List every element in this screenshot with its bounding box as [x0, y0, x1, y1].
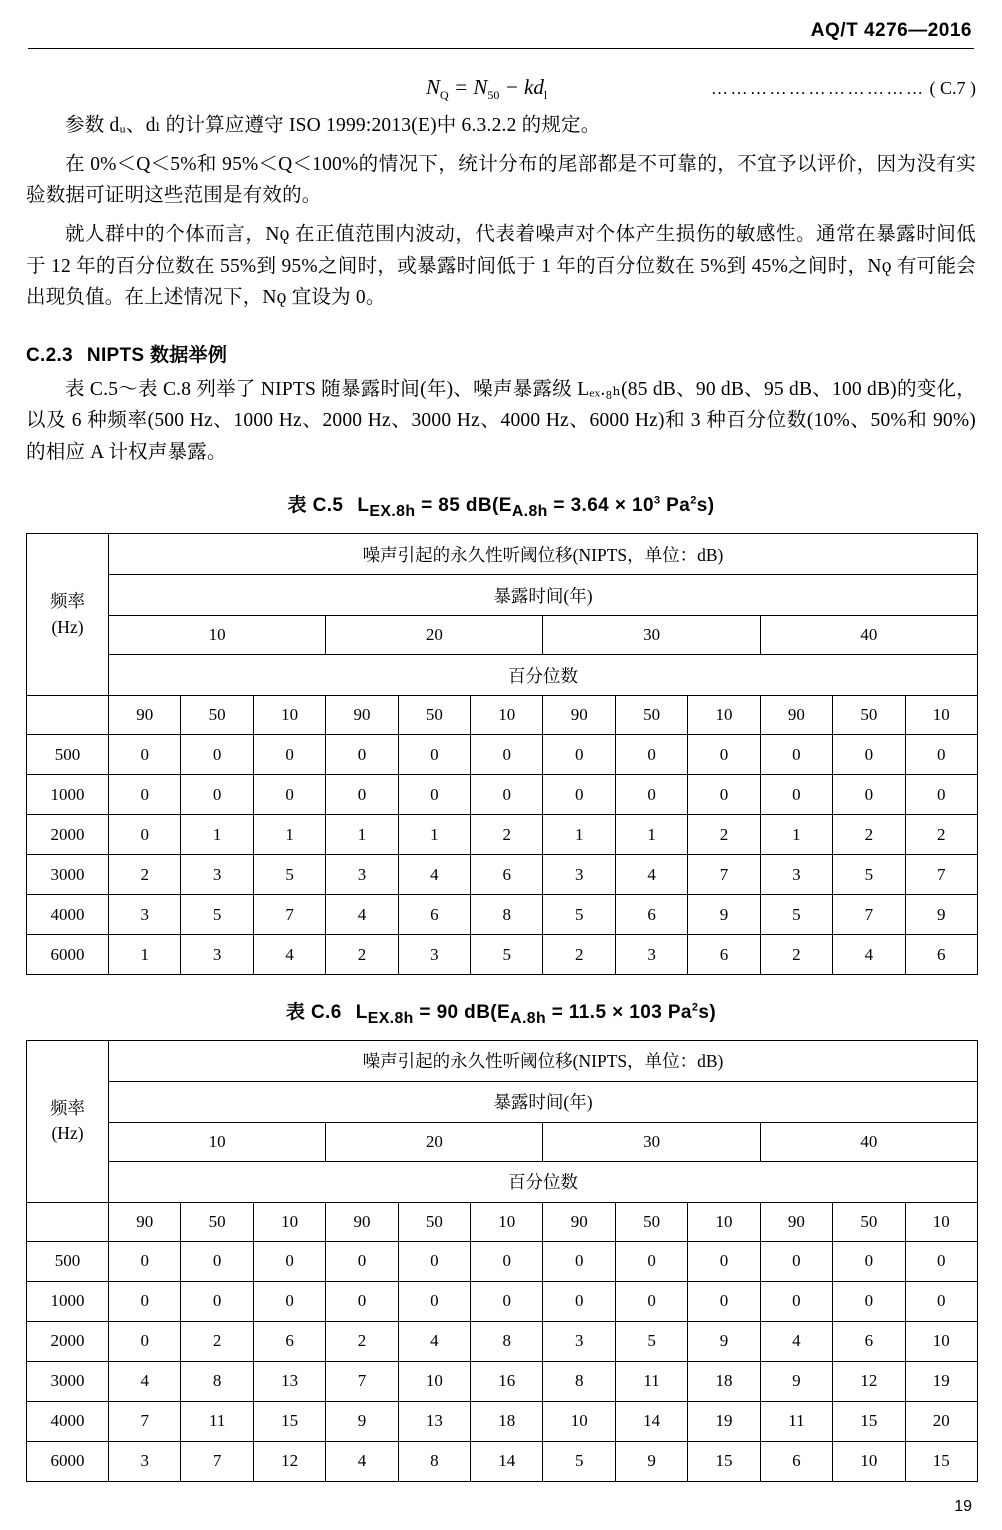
value-cell: 9: [615, 1441, 687, 1481]
value-cell: 11: [181, 1401, 253, 1441]
nipts-title-cell: 噪声引起的永久性听阈位移(NIPTS，单位：dB): [109, 1040, 978, 1081]
exposure-year-cell: 40: [760, 1122, 977, 1161]
percentile-label-cell: 百分位数: [109, 655, 978, 696]
freq-cell: 500: [27, 735, 109, 775]
value-cell: 18: [688, 1361, 760, 1401]
value-cell: 3: [615, 935, 687, 975]
value-cell: 9: [326, 1401, 398, 1441]
value-cell: 6: [760, 1441, 832, 1481]
value-cell: 15: [905, 1441, 977, 1481]
value-cell: 19: [905, 1361, 977, 1401]
percentile-cell: 10: [688, 696, 760, 735]
value-cell: 9: [688, 895, 760, 935]
percentile-label-row: [27, 655, 978, 696]
value-cell: 9: [905, 895, 977, 935]
percentile-cell: 50: [181, 1202, 253, 1241]
value-cell: 16: [471, 1361, 543, 1401]
exposure-label-cell: 暴露时间(年): [109, 1081, 978, 1122]
value-cell: 0: [253, 775, 325, 815]
value-cell: 0: [398, 1241, 470, 1281]
value-cell: 7: [109, 1401, 181, 1441]
value-cell: 7: [181, 1441, 253, 1481]
exposure-year-cell: 20: [326, 1122, 543, 1161]
percentile-cell: 90: [326, 1202, 398, 1241]
value-cell: 0: [905, 1241, 977, 1281]
header-divider: [28, 48, 974, 49]
value-cell: 0: [253, 1281, 325, 1321]
value-cell: 2: [109, 855, 181, 895]
table-row: [27, 1241, 978, 1281]
value-cell: 2: [543, 935, 615, 975]
value-cell: 15: [833, 1401, 905, 1441]
percentile-label-row: [27, 1161, 978, 1202]
value-cell: 3: [109, 895, 181, 935]
percentile-label-cell: 百分位数: [109, 1161, 978, 1202]
empty-corner-cell: [27, 696, 109, 735]
percentile-cell: 90: [543, 696, 615, 735]
value-cell: 6: [688, 935, 760, 975]
formula-leader-dots: ……………………………: [711, 79, 926, 98]
percentile-cell: 50: [833, 1202, 905, 1241]
value-cell: 3: [543, 1321, 615, 1361]
freq-header-line1: 频率: [50, 1098, 86, 1119]
value-cell: 0: [471, 775, 543, 815]
freq-cell: 2000: [27, 815, 109, 855]
table-caption-c6: [26, 997, 976, 1028]
value-cell: 10: [543, 1401, 615, 1441]
table-caption-label-c5: 表 C.5: [287, 495, 344, 517]
percentile-cell: 50: [398, 1202, 470, 1241]
value-cell: 0: [905, 1281, 977, 1321]
value-cell: 6: [253, 1321, 325, 1361]
value-cell: 7: [326, 1361, 398, 1401]
value-cell: 0: [833, 1241, 905, 1281]
value-cell: 0: [326, 775, 398, 815]
freq-header-line1: 频率: [50, 591, 86, 612]
formula-number: ( C.7 ): [929, 78, 976, 98]
paragraph-2: 在 0%＜Q＜5%和 95%＜Q＜100%的情况下，统计分布的尾部都是不可靠的，不宜予以评价，因为没有实验数据可证明这些范围是有效的。: [26, 153, 976, 207]
value-cell: 6: [398, 895, 470, 935]
value-cell: 3: [543, 855, 615, 895]
percentile-cell: 10: [253, 696, 325, 735]
value-cell: 0: [398, 775, 470, 815]
percentile-header-row: [27, 1202, 978, 1241]
value-cell: 0: [109, 815, 181, 855]
value-cell: 0: [833, 775, 905, 815]
table-row: [27, 775, 978, 815]
value-cell: 13: [253, 1361, 325, 1401]
formula-expression: $N_Q = N_{50} - kd_l$: [426, 75, 548, 103]
value-cell: 3: [760, 855, 832, 895]
exposure-year-cell: 30: [543, 616, 760, 655]
freq-cell: 6000: [27, 1441, 109, 1481]
value-cell: 18: [471, 1401, 543, 1441]
value-cell: 0: [109, 775, 181, 815]
value-cell: 12: [253, 1441, 325, 1481]
value-cell: 5: [471, 935, 543, 975]
value-cell: 2: [326, 935, 398, 975]
value-cell: 10: [833, 1441, 905, 1481]
freq-cell: 3000: [27, 1361, 109, 1401]
percentile-cell: 50: [181, 696, 253, 735]
value-cell: 8: [471, 895, 543, 935]
value-cell: 0: [688, 1281, 760, 1321]
table-caption-text-c5: $L_{EX.8h} = 85$ $dB(E_{A.8h} = 3.64 \times 10^3$ Pa$^2$s): [357, 495, 715, 521]
value-cell: 8: [181, 1361, 253, 1401]
value-cell: 0: [688, 735, 760, 775]
value-cell: 0: [615, 1241, 687, 1281]
nipts-table-c5: [26, 533, 978, 975]
exposure-year-cell: 20: [326, 616, 543, 655]
paragraph-1: 参数 dᵤ、dₗ 的计算应遵守 ISO 1999:2013(E)中 6.3.2.2 的规定。: [65, 115, 601, 137]
value-cell: 0: [760, 1281, 832, 1321]
percentile-cell: 10: [905, 696, 977, 735]
exposure-years-row: [27, 1122, 978, 1161]
percentile-cell: 90: [543, 1202, 615, 1241]
table-row: [27, 815, 978, 855]
value-cell: 10: [905, 1321, 977, 1361]
value-cell: 0: [181, 775, 253, 815]
table-caption-c5: [26, 490, 976, 521]
value-cell: 0: [253, 735, 325, 775]
value-cell: 0: [615, 1281, 687, 1321]
freq-cell: 1000: [27, 775, 109, 815]
value-cell: 1: [326, 815, 398, 855]
exposure-year-cell: 30: [543, 1122, 760, 1161]
value-cell: 6: [471, 855, 543, 895]
table-row: [27, 1361, 978, 1401]
value-cell: 2: [760, 935, 832, 975]
value-cell: 0: [398, 735, 470, 775]
table-row: [27, 1441, 978, 1481]
section-title: NIPTS 数据举例: [86, 344, 228, 366]
value-cell: 3: [109, 1441, 181, 1481]
value-cell: 15: [253, 1401, 325, 1441]
table-row: [27, 1401, 978, 1441]
value-cell: 0: [760, 735, 832, 775]
value-cell: 0: [181, 1241, 253, 1281]
value-cell: 0: [326, 735, 398, 775]
value-cell: 4: [253, 935, 325, 975]
value-cell: 0: [833, 1281, 905, 1321]
table-row: [27, 895, 978, 935]
value-cell: 1: [543, 815, 615, 855]
freq-header-line2: (Hz): [51, 616, 84, 637]
value-cell: 0: [760, 1241, 832, 1281]
value-cell: 4: [398, 1321, 470, 1361]
percentile-cell: 50: [615, 696, 687, 735]
value-cell: 5: [543, 895, 615, 935]
value-cell: 0: [615, 735, 687, 775]
freq-cell: 2000: [27, 1321, 109, 1361]
value-cell: 0: [181, 1281, 253, 1321]
value-cell: 6: [615, 895, 687, 935]
value-cell: 4: [833, 935, 905, 975]
table-row: [27, 1321, 978, 1361]
page-number: 19: [954, 1498, 972, 1515]
table-row: [27, 1281, 978, 1321]
freq-cell: 3000: [27, 855, 109, 895]
value-cell: 4: [398, 855, 470, 895]
value-cell: 0: [109, 735, 181, 775]
value-cell: 3: [181, 855, 253, 895]
percentile-cell: 10: [253, 1202, 325, 1241]
table-row: [27, 855, 978, 895]
exposure-year-cell: 10: [109, 616, 326, 655]
value-cell: 0: [833, 735, 905, 775]
value-cell: 20: [905, 1401, 977, 1441]
value-cell: 2: [471, 815, 543, 855]
value-cell: 7: [905, 855, 977, 895]
exposure-years-row: [27, 616, 978, 655]
percentile-cell: 50: [398, 696, 470, 735]
percentile-cell: 10: [471, 1202, 543, 1241]
exposure-label-row: [27, 575, 978, 616]
value-cell: 15: [688, 1441, 760, 1481]
value-cell: 5: [760, 895, 832, 935]
value-cell: 1: [615, 815, 687, 855]
percentile-cell: 90: [326, 696, 398, 735]
freq-cell: 4000: [27, 895, 109, 935]
nipts-table-c6: [26, 1040, 978, 1482]
value-cell: 7: [253, 895, 325, 935]
percentile-cell: 90: [109, 1202, 181, 1241]
freq-cell: 500: [27, 1241, 109, 1281]
value-cell: 7: [688, 855, 760, 895]
percentile-header-row: [27, 696, 978, 735]
value-cell: 0: [181, 735, 253, 775]
nipts-title-cell: 噪声引起的永久性听阈位移(NIPTS，单位：dB): [109, 534, 978, 575]
value-cell: 1: [253, 815, 325, 855]
section-paragraph: 表 C.5～表 C.8 列举了 NIPTS 随暴露时间(年)、噪声暴露级 Lₑₓ.₈ₕ(85 dB、90 dB、95 dB、100 dB)的变化，以及 6 种频率(500 Hz、1000 Hz、2000 Hz、3000 Hz、4000 Hz、6000 Hz)和 3 种百分位数(10%、50%和 90%)的相应 A 计权声暴露。: [26, 378, 976, 463]
value-cell: 9: [760, 1361, 832, 1401]
table-title-row: [27, 1040, 978, 1081]
exposure-year-cell: 10: [109, 1122, 326, 1161]
value-cell: 14: [471, 1441, 543, 1481]
value-cell: 2: [688, 815, 760, 855]
value-cell: 1: [109, 935, 181, 975]
value-cell: 6: [905, 935, 977, 975]
standard-id: AQ/T 4276—2016: [810, 20, 972, 41]
value-cell: 14: [615, 1401, 687, 1441]
table-caption-text-c6: $L_{EX.8h} = 90$ $dB(E_{A.8h} = 11.5 \times 103$ Pa$^2$s): [355, 1001, 717, 1027]
paragraph-3: 就人群中的个体而言，Nǫ 在正值范围内波动，代表着噪声对个体产生损伤的敏感性。通常在暴露时间低于 12 年的百分位数在 55%到 95%之间时，或暴露时间低于 1 年的百分位数在 5%到 45%之间时，Nǫ 有可能会出现负值。在上述情况下，Nǫ 宜设为 0。: [26, 223, 976, 309]
table-row: [27, 735, 978, 775]
percentile-cell: 50: [833, 696, 905, 735]
exposure-year-cell: 40: [760, 616, 977, 655]
value-cell: 4: [326, 1441, 398, 1481]
value-cell: 2: [326, 1321, 398, 1361]
percentile-cell: 10: [471, 696, 543, 735]
value-cell: 0: [543, 1281, 615, 1321]
freq-header-line2: (Hz): [51, 1123, 84, 1144]
value-cell: 10: [398, 1361, 470, 1401]
table-row: [27, 935, 978, 975]
value-cell: 0: [615, 775, 687, 815]
percentile-cell: 90: [109, 696, 181, 735]
value-cell: 0: [471, 1281, 543, 1321]
freq-cell: 4000: [27, 1401, 109, 1441]
freq-header-cell: [27, 1040, 109, 1202]
value-cell: 4: [109, 1361, 181, 1401]
formula-row: [26, 75, 976, 103]
value-cell: 5: [833, 855, 905, 895]
value-cell: 3: [398, 935, 470, 975]
value-cell: 2: [833, 815, 905, 855]
value-cell: 0: [688, 775, 760, 815]
value-cell: 5: [181, 895, 253, 935]
value-cell: 0: [543, 1241, 615, 1281]
value-cell: 2: [181, 1321, 253, 1361]
value-cell: 0: [905, 735, 977, 775]
value-cell: 0: [326, 1281, 398, 1321]
value-cell: 19: [688, 1401, 760, 1441]
value-cell: 0: [109, 1321, 181, 1361]
exposure-label-row: [27, 1081, 978, 1122]
value-cell: 5: [615, 1321, 687, 1361]
value-cell: 0: [326, 1241, 398, 1281]
percentile-cell: 90: [760, 696, 832, 735]
value-cell: 12: [833, 1361, 905, 1401]
value-cell: 8: [543, 1361, 615, 1401]
freq-cell: 1000: [27, 1281, 109, 1321]
value-cell: 5: [253, 855, 325, 895]
value-cell: 1: [181, 815, 253, 855]
value-cell: 1: [398, 815, 470, 855]
percentile-cell: 50: [615, 1202, 687, 1241]
value-cell: 13: [398, 1401, 470, 1441]
value-cell: 0: [471, 735, 543, 775]
section-number: C.2.3: [26, 344, 73, 366]
value-cell: 0: [109, 1241, 181, 1281]
freq-header-cell: [27, 534, 109, 696]
value-cell: 4: [760, 1321, 832, 1361]
value-cell: 5: [543, 1441, 615, 1481]
value-cell: 4: [615, 855, 687, 895]
value-cell: 2: [905, 815, 977, 855]
value-cell: 0: [471, 1241, 543, 1281]
value-cell: 0: [253, 1241, 325, 1281]
value-cell: 8: [471, 1321, 543, 1361]
table-title-row: [27, 534, 978, 575]
value-cell: 0: [543, 735, 615, 775]
value-cell: 11: [615, 1361, 687, 1401]
value-cell: 9: [688, 1321, 760, 1361]
value-cell: 0: [543, 775, 615, 815]
percentile-cell: 10: [688, 1202, 760, 1241]
percentile-cell: 10: [905, 1202, 977, 1241]
value-cell: 4: [326, 895, 398, 935]
table-caption-label-c6: 表 C.6: [285, 1002, 342, 1024]
exposure-label-cell: 暴露时间(年): [109, 575, 978, 616]
value-cell: 0: [760, 775, 832, 815]
page-header: [26, 18, 976, 42]
value-cell: 0: [905, 775, 977, 815]
value-cell: 8: [398, 1441, 470, 1481]
empty-corner-cell: [27, 1202, 109, 1241]
section-heading: [26, 340, 976, 367]
value-cell: 3: [181, 935, 253, 975]
freq-cell: 6000: [27, 935, 109, 975]
value-cell: 0: [398, 1281, 470, 1321]
value-cell: 1: [760, 815, 832, 855]
value-cell: 7: [833, 895, 905, 935]
percentile-cell: 90: [760, 1202, 832, 1241]
value-cell: 0: [688, 1241, 760, 1281]
value-cell: 6: [833, 1321, 905, 1361]
value-cell: 3: [326, 855, 398, 895]
value-cell: 0: [109, 1281, 181, 1321]
value-cell: 11: [760, 1401, 832, 1441]
